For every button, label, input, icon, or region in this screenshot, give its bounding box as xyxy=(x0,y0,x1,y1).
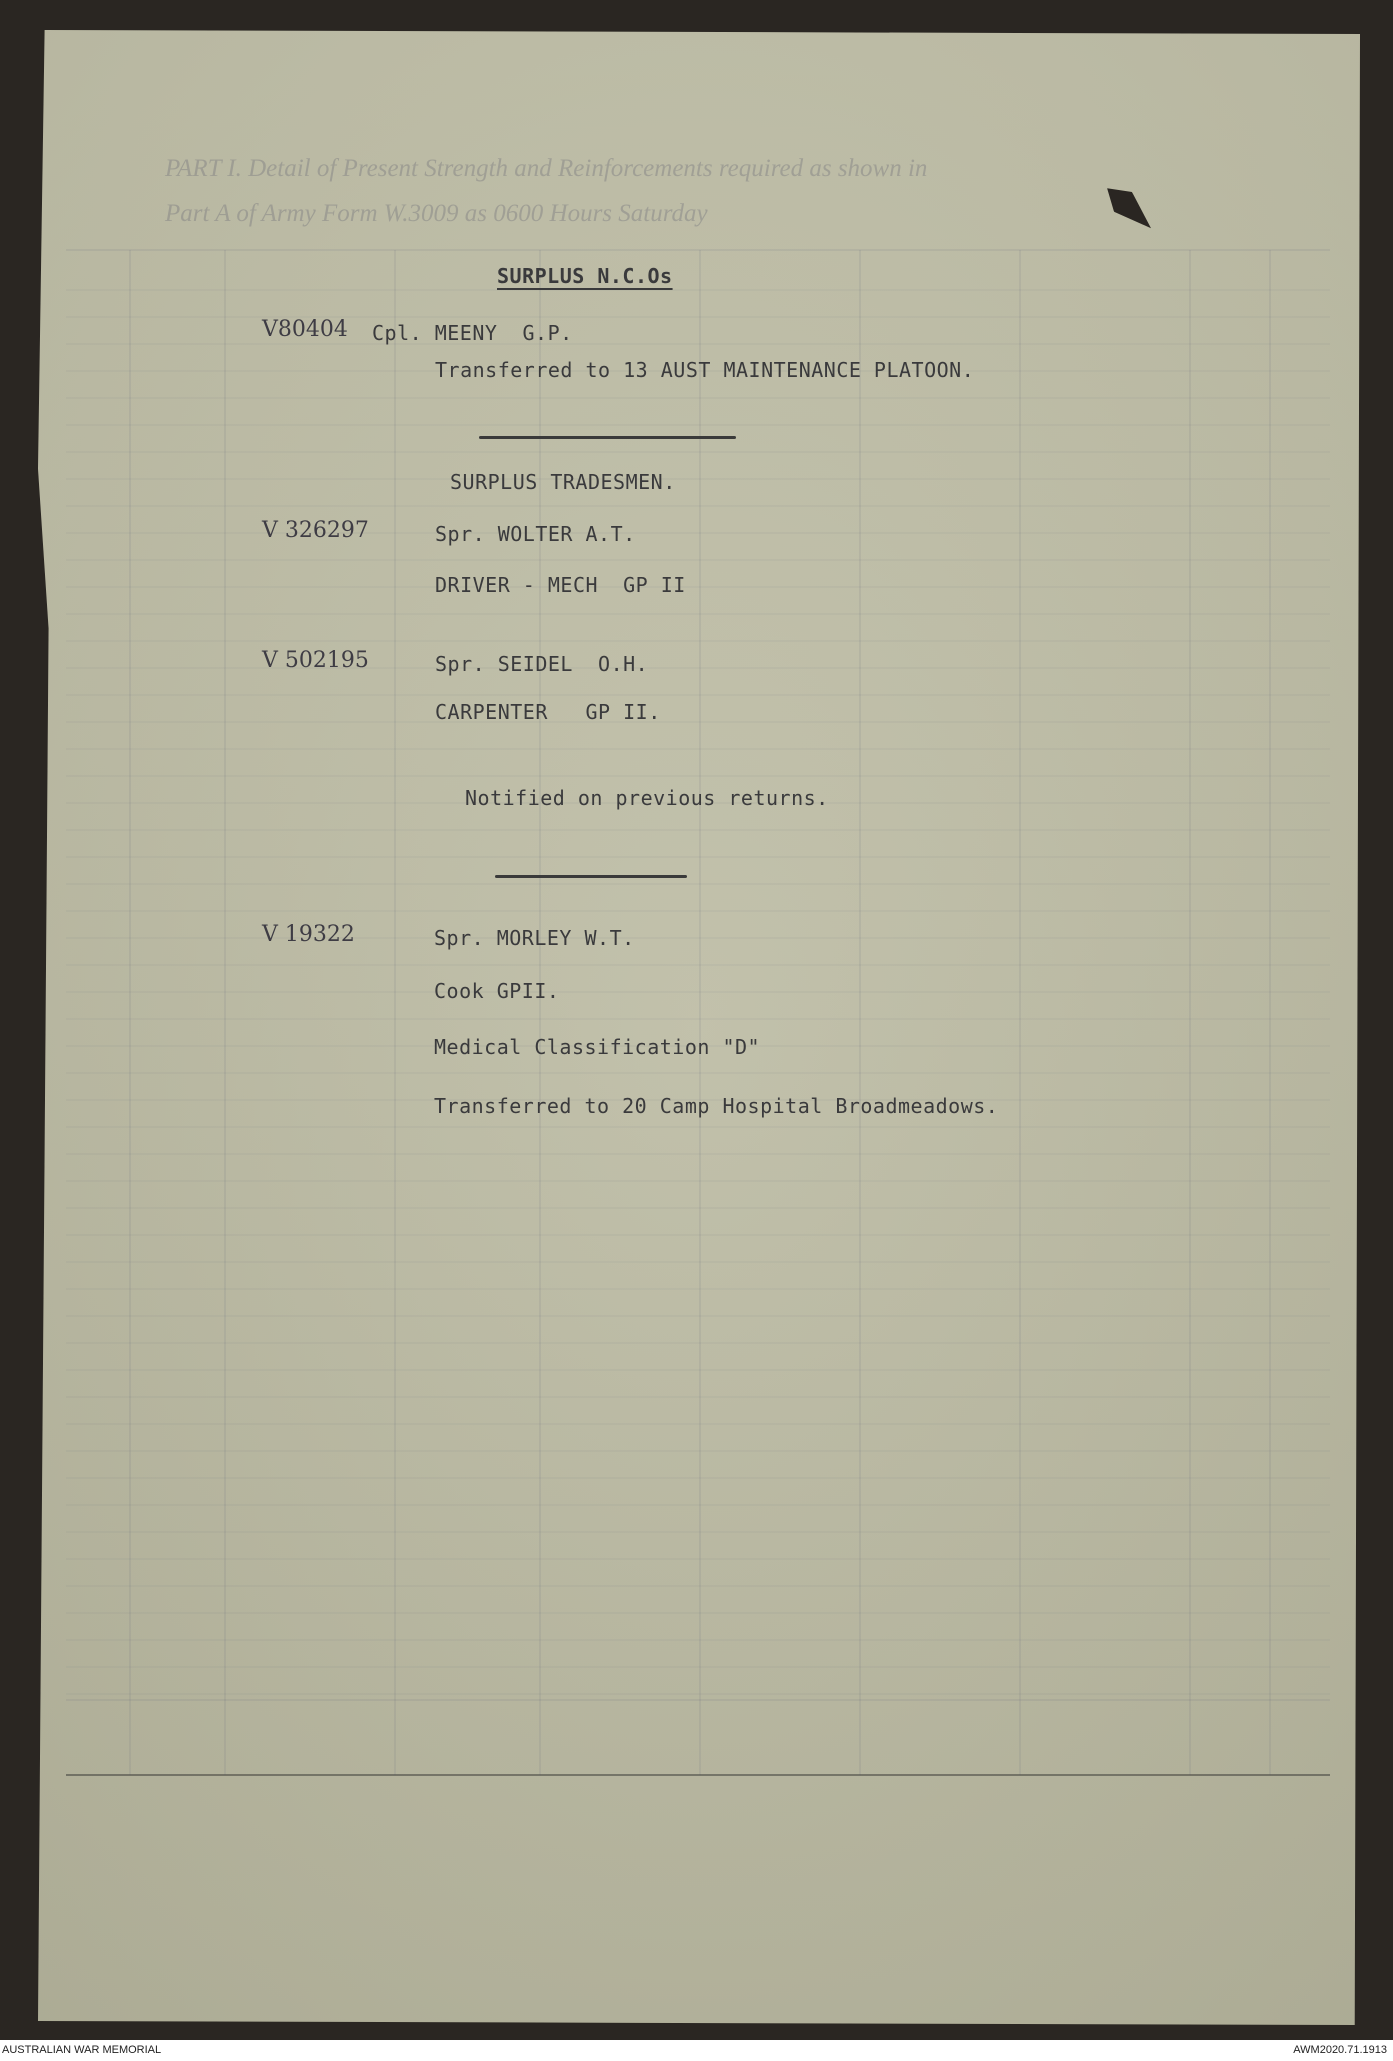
service-number: V 326297 xyxy=(262,518,369,543)
entry-name: Spr. SEIDEL O.H. xyxy=(435,652,649,676)
divider-rule xyxy=(495,875,687,878)
service-number: V 502195 xyxy=(262,648,369,673)
entry-detail: Cook GPII. xyxy=(434,979,560,1003)
entry-detail: CARPENTER GP II. xyxy=(435,700,661,724)
archive-footer xyxy=(0,2040,1393,2061)
ghost-form-heading-line1: PART I. Detail of Present Strength and Reinforcements required as shown in xyxy=(165,155,928,182)
entry-detail: Transferred to 13 AUST MAINTENANCE PLATOON. xyxy=(435,358,975,382)
entry-detail: DRIVER - MECH GP II xyxy=(435,573,686,597)
footer-accession-number: AWM2020.71.1913 xyxy=(1293,2044,1387,2056)
entry-detail: Transferred to 20 Camp Hospital Broadmeadows. xyxy=(434,1094,999,1118)
entry-name: Cpl. MEENY G.P. xyxy=(372,321,573,345)
note-previous-returns: Notified on previous returns. xyxy=(465,786,829,810)
entry-name: Spr. MORLEY W.T. xyxy=(434,926,635,950)
divider-rule xyxy=(479,436,736,439)
service-number: V80404 xyxy=(262,317,348,342)
ghost-form-heading-line2: Part A of Army Form W.3009 as 0600 Hours Saturday xyxy=(165,200,708,227)
service-number: V 19322 xyxy=(262,922,355,947)
section-heading-surplus-tradesmen: SURPLUS TRADESMEN. xyxy=(450,470,676,494)
section-heading-surplus-ncos: SURPLUS N.C.Os xyxy=(497,264,673,288)
entry-name: Spr. WOLTER A.T. xyxy=(435,522,636,546)
entry-detail: Medical Classification "D" xyxy=(434,1035,761,1059)
footer-institution: AUSTRALIAN WAR MEMORIAL xyxy=(2,2044,162,2056)
